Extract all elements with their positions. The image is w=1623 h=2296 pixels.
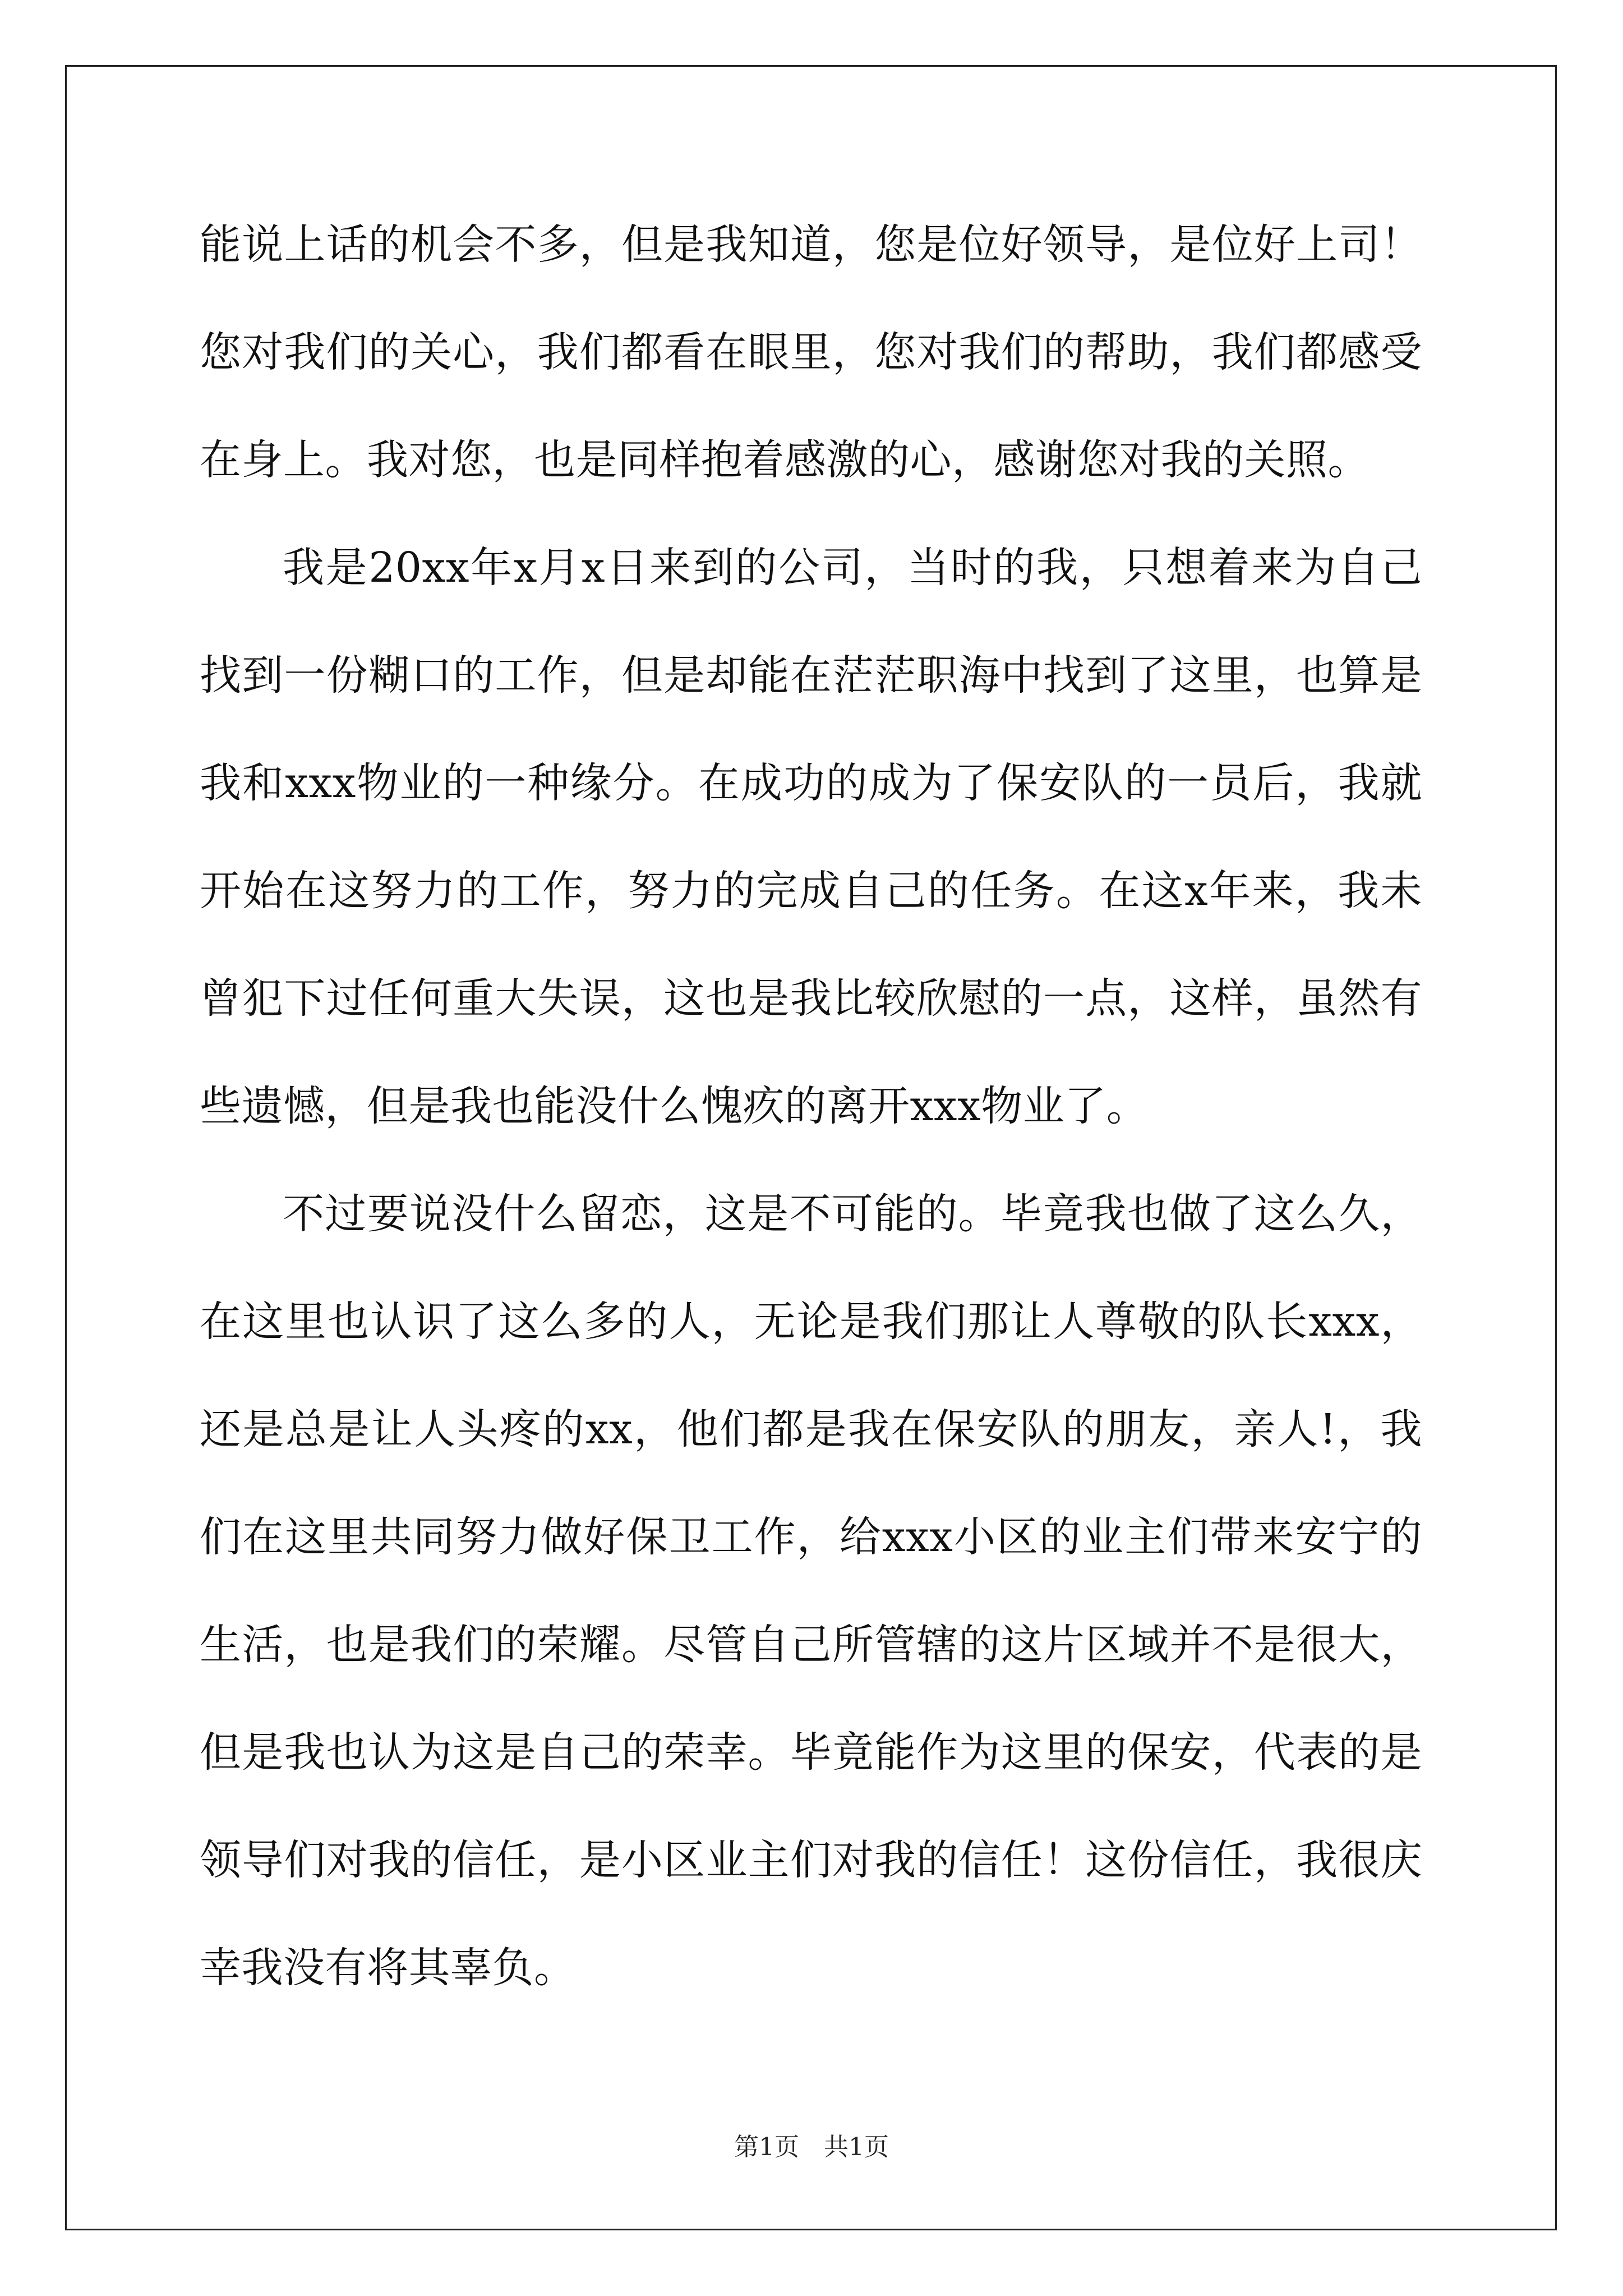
paragraph-2: 我是20xx年x月x日来到的公司，当时的我，只想着来为自己找到一份糊口的工作，但是却能在茫茫职海中找到了这里，也算是我和xxx物业的一种缘分。在成功的成为了保安队的一员后，我就开始在这努力的工作，努力的完成自己的任务。在这x年来，我未曾犯下过任何重大失误，这也是我比较欣慰的一点，这样，虽然有些遗憾，但是我也能没什么愧疚的离开xxx物业了。: [200, 544, 1422, 1130]
paragraph-3: 不过要说没什么留恋，这是不可能的。毕竟我也做了这么久，在这里也认识了这么多的人，无论是我们那让人尊敬的队长xxx，还是总是让人头疼的xx，他们都是我在保安队的朋友，亲人!，我们在这里共同努力做好保卫工作，给xxx小区的业主们带来安宁的生活，也是我们的荣耀。尽管自己所管辖的这片区域并不是很大，但是我也认为这是自己的荣幸。毕竟能作为这里的保安，代表的是领导们对我的信任，是小区业主们对我的信任！这份信任，我很庆幸我没有将其辜负。: [200, 1190, 1422, 1992]
page-footer: 第1页 共1页: [734, 2133, 889, 2161]
document-body: [200, 191, 1422, 2022]
paragraph-1: 能说上话的机会不多，但是我知道，您是位好领导，是位好上司！您对我们的关心，我们都看在眼里，您对我们的帮助，我们都感受在身上。我对您，也是同样抱着感激的心，感谢您对我的关照。: [200, 220, 1422, 484]
